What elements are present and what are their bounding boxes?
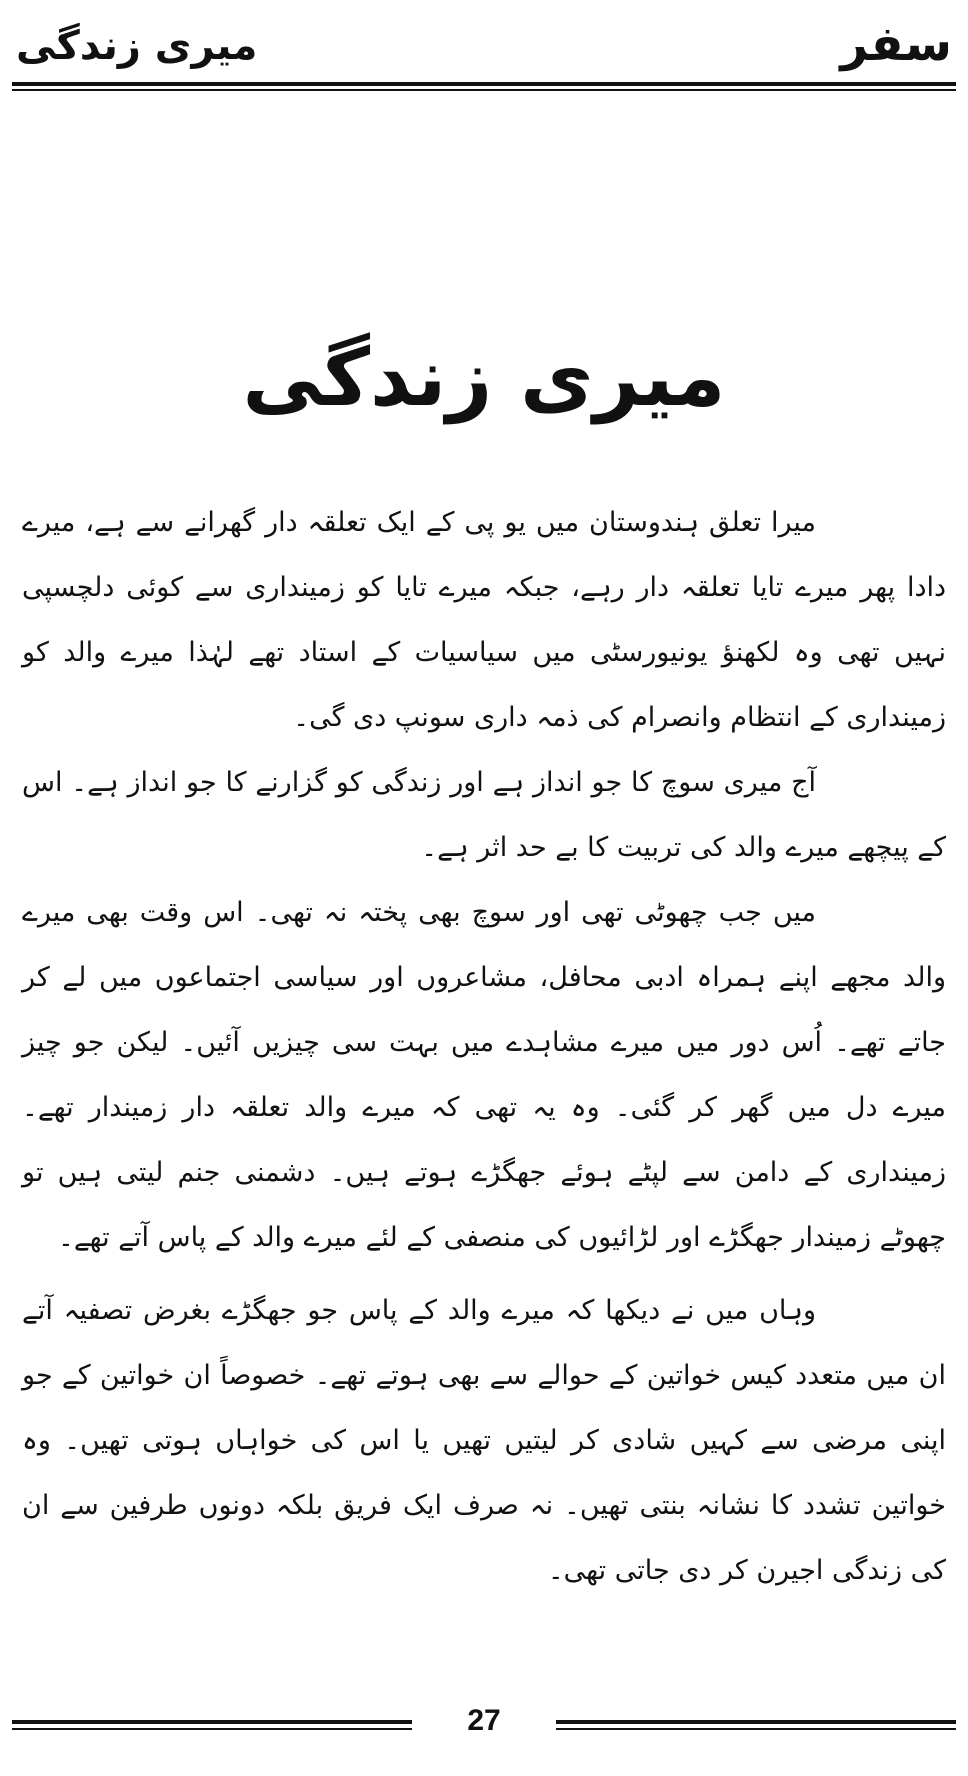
header-chapter-title: میری زندگی [16, 23, 258, 69]
paragraph: وہاں میں نے دیکھا کہ میرے والد کے پاس جو جھگڑے بغرض تصفیہ آتے ان میں متعدد کیس خواتین کے حوالے سے بھی ہوتے تھے۔ خصوصاً ان خواتین کے جو اپنی مرضی سے کہیں شادی کر لیتیں تھیں یا اس کی خواہاں ہوتی تھیں۔ وہ خواتین تشدد کا نشانہ بنتی تھیں۔ نہ صرف ایک فریق بلکہ دونوں طرفین سے ان کی زندگی اجیرن کر دی جاتی تھی۔ [22, 1295, 946, 1586]
header-book-title: سفر [840, 16, 952, 72]
paragraph: میں جب چھوٹی تھی اور سوچ بھی پختہ نہ تھی۔ اس وقت بھی میرے والد مجھے اپنے ہمراہ ادبی محافل، مشاعروں اور سیاسی اجتماعوں میں لے کر جاتے تھے۔ اُس دور میں میرے مشاہدے میں بہت سی چیزیں آئیں۔ لیکن جو چیز میرے دل میں گھر کر گئی۔ وہ یہ تھی کہ میرے والد تعلقہ دار زمیندار تھے۔ زمینداری کے دامن سے لپٹے ہوئے جھگڑے ہوتے ہیں۔ دشمنی جنم لیتی ہیں تو چھوٹے زمیندار جھگڑے اور لڑائیوں کی منصفی کے لئے میرے والد کے پاس آتے تھے۔ [22, 897, 946, 1253]
footer-rule-right [556, 1720, 956, 1732]
paragraph: آج میری سوچ کا جو انداز ہے اور زندگی کو گزارنے کا جو انداز ہے۔ اس کے پیچھے میرے والد کی تربیت کا بے حد اثر ہے۔ [22, 767, 946, 863]
chapter-title: میری زندگی [242, 331, 726, 424]
running-header [12, 14, 956, 94]
header-rule-thick [12, 82, 956, 86]
page-footer [12, 1700, 956, 1740]
page-number: 27 [467, 1704, 501, 1737]
paragraph: میرا تعلق ہندوستان میں یو پی کے ایک تعلقہ دار گھرانے سے ہے، میرے دادا پھر میرے تایا تعلقہ دار رہے، جبکہ میرے تایا کو زمینداری سے کوئی دلچسپی نہیں تھی وہ لکھنؤ یونیورسٹی میں سیاسیات کے استاد تھے لہٰذا میرے والد کو زمینداری کے انتظام وانصرام کی ذمہ داری سونپ دی گی۔ [22, 507, 946, 733]
header-rule-thin [12, 89, 956, 91]
body-text [22, 490, 946, 1603]
